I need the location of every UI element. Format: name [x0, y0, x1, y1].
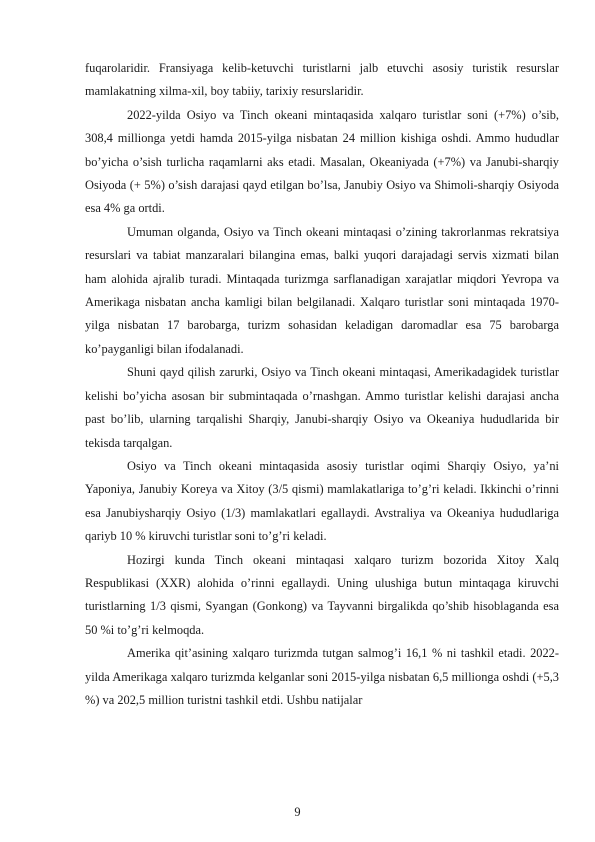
paragraph-continuation: fuqarolaridir. Fransiyaga kelib-ketuvchi turistlarni jalb etuvchi asosiy turistik resurslar mamlakatning xilma-xil, boy tabiiy, tarixiy resurslaridir.	[85, 61, 559, 99]
paragraph: 2022-yilda Osiyo va Tinch okeani mintaqasida xalqaro turistlar soni (+7%) o’sib, 308,4 millionga yetdi hamda 2015-yilga nisbatan 24 million kishiga oshdi. Ammo hududlar bo’yicha o’sish turlicha raqamlarni aks etadi. Masalan, Okeaniyada (+7%) va Janubi-sharqiy Osiyoda (+ 5%) o’sish darajasi qayd etilgan bo’lsa, Janubiy Osiyo va Shimoli-sharqiy Osiyoda esa 4% ga ortdi.	[85, 107, 559, 216]
paragraph: Shuni qayd qilish zarurki, Osiyo va Tinch okeani mintaqasi, Amerikadagidek turistlar kelishi bo’yicha asosan bir submintaqada o’rnashgan. Ammo turistlar kelishi darajasi ancha past bo’lib, ularning tarqalishi Sharqiy, Janubi-sharqiy Osiyo va Okeaniya hududlarida bir tekisda tarqalgan.	[85, 365, 559, 450]
paragraph: Osiyo va Tinch okeani mintaqasida asosiy turistlar oqimi Sharqiy Osiyo, ya’ni Yaponiya, Janubiy Koreya va Xitoy (3/5 qismi) mamlakatlariga to’g’ri keladi. Ikkinchi o’rinni esa Janubiysharqiy Osiyo (1/3) mamlakatlari egallaydi. Avstraliya va Okeaniya hududlariga qariyb 10 % kiruvchi turistlar soni to’g’ri keladi.	[85, 458, 559, 544]
page-number: 9	[294, 805, 301, 819]
paragraph: Hozirgi kunda Tinch okeani mintaqasi xalqaro turizm bozorida Xitoy Xalq Respublikasi (XXR) alohida o’rinni egallaydi. Uning ulushiga butun mintaqaga kiruvchi turistlarning 1/3 qismi, Syangan (Gonkong) va Tayvanni birgalikda qo’shib hisoblaganda esa 50 %i to’g’ri kelmoqda.	[85, 552, 559, 637]
paragraph: Amerika qit’asining xalqaro turizmda tutgan salmog’i 16,1 % ni tashkil etadi. 2022-yilda Amerikaga xalqaro turizmda kelganlar soni 2015-yilga nisbatan 6,5 millionga oshdi (+5,3 %) va 202,5 million turistni tashkil etdi. Ushbu natijalar	[85, 646, 559, 707]
paragraph: Umuman olganda, Osiyo va Tinch okeani mintaqasi o’zining takrorlanmas rekratsiya resurslari va tabiat manzaralari bilangina emas, balki yuqori darajadagi servis xizmati bilan ham alohida ajralib turadi. Mintaqada turizmga sarflanadigan xarajatlar miqdori Yevropa va Amerikaga nisbatan ancha kamligi bilan belgilanadi. Xalqaro turistlar soni mintaqada 1970-yilga nisbatan 17 barobarga, turizm sohasidan keladigan daromadlar esa 75 barobarga ko’payganligi bilan ifodalanadi.	[85, 224, 559, 356]
page-body	[85, 57, 559, 712]
